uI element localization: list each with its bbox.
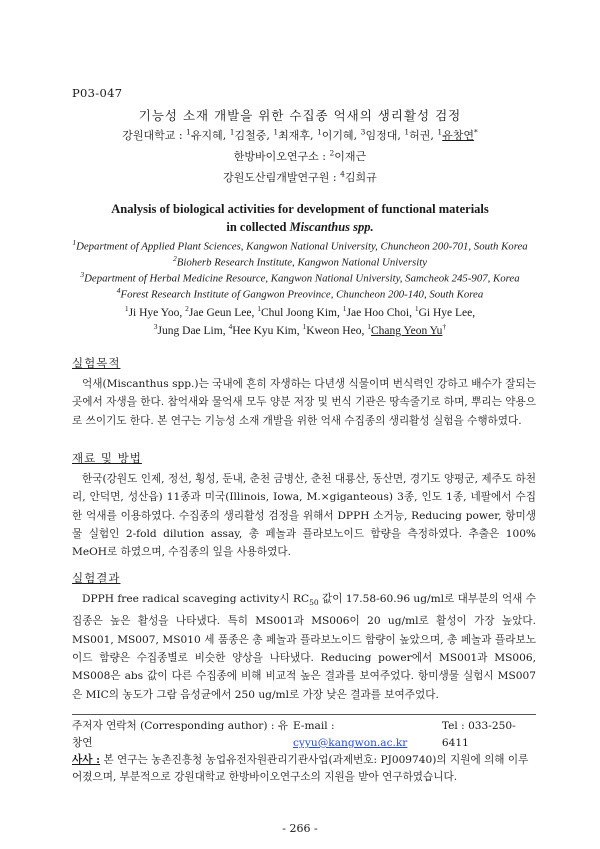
- english-affiliation-4: $^4$Forest Research Institute of Gangwon Preovince, Chuncheon 200-140, South Korea: [116, 286, 484, 301]
- korean-title: 기능성 소재 개발을 위한 수집종 억새의 생리활성 검정: [138, 108, 462, 123]
- english-title-line-1: Analysis of biological activities for development of functional materials: [111, 202, 489, 216]
- korean-affiliation-1: 강원대학교 : $^1$유지혜, $^1$김철중, $^1$최재후, $^1$이기혜, $^3$임정대, $^1$허권, $^1$유창연*: [122, 127, 478, 142]
- footer-notes: [72, 718, 536, 786]
- section-body: 한국(강원도 인제, 정선, 횡성, 둔내, 춘천 금병산, 춘천 대룡산, 동산면, 경기도 양평군, 제주도 하천리, 안덕면, 성산읍) 11종과 미국(Illinois, Iowa, M.×giganteous) 3종, 인도 1종, 네팔에서 수집한 억새를 이용하였다. 수집종의 생리활성 검정을 위해서 DPPH 소거능, Reducing power, 항미생물 실험인 2-fold dilution assay, 총 페놀과 플라보노이드 함량을 측정하였다. 추출은 100% MeOH로 하였으며, 수집종의 잎을 사용하였다.: [72, 473, 536, 559]
- section-heading: 실험목적: [72, 356, 121, 370]
- section-heading: 실험결과: [72, 571, 121, 585]
- section-results: [72, 570, 536, 704]
- section-purpose: [72, 355, 536, 430]
- footer-divider: [72, 714, 536, 715]
- english-authors-line-2: $^3$Jung Dae Lim, $^4$Hee Kyu Kim, $^1$Kweon Heo, $^1$Chang Yeon Yu†: [153, 322, 447, 337]
- section-heading: 재료 및 방법: [72, 451, 142, 465]
- english-affiliation-3: $^3$Department of Herbal Medicine Resource, Kangwon National University, Samcheok 245-907, Korea: [80, 270, 520, 285]
- korean-affiliation-3: 강원도산림개발연구원 : $^4$김희규: [223, 169, 377, 184]
- english-affiliation-1: $^1$Department of Applied Plant Sciences, Kangwon National University, Chuncheon 200-701, South Korea: [72, 238, 528, 253]
- section-body: 억새(Miscanthus spp.)는 국내에 흔히 자생하는 다년생 식물이며 번식력인 강하고 배수가 잘되는 곳에서 자생을 한다. 참억새와 물억새 모두 양분 저장 및 번식 기관은 땅속줄기로 하며, 뿌리는 약용으로 쓰이기도 한다. 본 연구는 기능성 소재 개발을 위한 억새 수집종의 생리활성 실험을 수행하였다.: [72, 378, 536, 427]
- section-body: DPPH free radical scaveging activity시 $RC_{50}$ 값이 17.58-60.96 ug/ml로 대부분의 억새 수집종은 높은 활성을 나타냈다. 특히 MS001과 MS006이 20 ug/ml로 활성이 가장 높았다. MS001, MS007, MS010 세 품종은 총 페놀과 플라보노이드 함량이 높았으며, 총 페놀과 플라보노이드 함량은 수집종별로 비슷한 양상을 나타냈다. Reducing power에서 MS001과 MS006, MS008은 abs 값이 다른 수집종에 비해 비교적 높은 결과를 보여주었다. 항미생물 실험시 MS007은 MIC의 농도가 그람 음성균에서 250 ug/ml로 가장 낮은 결과를 보여주었다.: [72, 593, 537, 701]
- korean-affiliation-2: 한방바이오연구소 : $^2$이재근: [233, 148, 367, 163]
- abstract-code: P03-047: [72, 86, 123, 100]
- korean-corresponding-author: 유창연: [442, 129, 475, 142]
- page-number: - 266 -: [282, 822, 318, 835]
- corresponding-contact: 주저자 연락처 (Corresponding author) : 유창연 E-mail : cyyu@kangwon.ac.kr Tel : 033-250-6411: [72, 720, 516, 749]
- section-methods: [72, 450, 536, 561]
- email-link[interactable]: cyyu@kangwon.ac.kr: [292, 737, 408, 749]
- english-title-line-2: in collected Miscanthus spp.: [226, 220, 374, 234]
- english-affiliation-2: $^2$Bioherb Research Institute, Kangwon National University: [172, 254, 428, 269]
- english-authors-line-1: $^1$Ji Hye Yoo, $^2$Jae Geun Lee, $^1$Chul Joong Kim, $^1$Jae Hoo Choi, $^1$Gi Hye Lee,: [124, 304, 476, 319]
- english-corresponding-author: Chang Yeon Yu: [370, 324, 443, 337]
- acknowledgement: 사사 : 본 연구는 농촌진흥청 농업유전자원관리기관사업(과제번호: PJ009740)의 지원에 의해 이루어졌으며, 부분적으로 강원대학교 한방바이오연구소의 지원을 받아 연구하였습니다.: [72, 754, 529, 783]
